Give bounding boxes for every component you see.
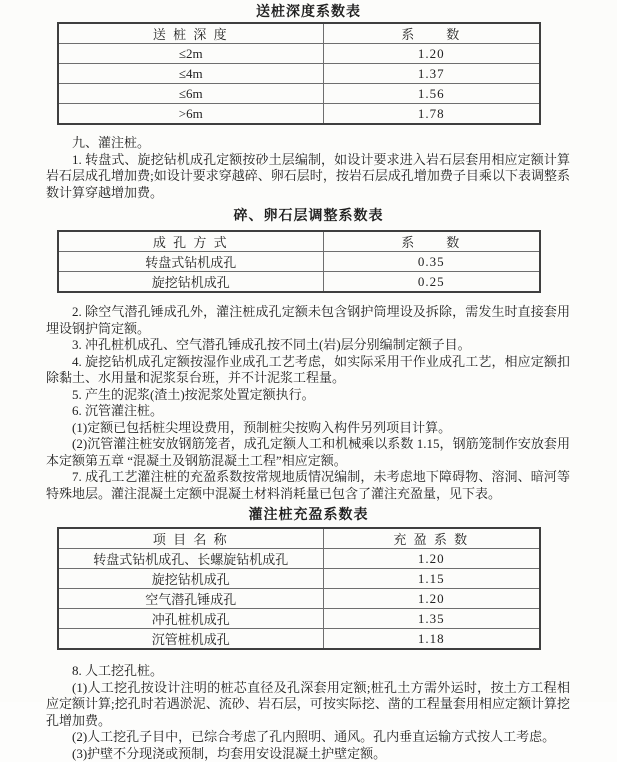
table-cell-method: 旋挖钻机成孔 <box>58 272 323 293</box>
table-cell-item-name: 转盘式钻机成孔、长螺旋钻机成孔 <box>58 549 323 569</box>
pile-depth-table <box>57 22 541 125</box>
table-cell-depth: ≤6m <box>58 84 323 104</box>
table-row <box>58 44 540 64</box>
header-cell-fill-factor: 充 盈 系 数 <box>323 528 540 549</box>
table-cell-fill-factor: 1.18 <box>323 629 540 650</box>
table-cell-coefficient: 1.37 <box>323 64 540 84</box>
table-cell-depth: >6m <box>58 104 323 125</box>
table-title-pile-depth: 送桩深度系数表 <box>0 3 617 19</box>
paragraph-item-7: 7. 成孔工艺灌注桩的充盈系数按常规地质情况编制，未考虑地下障碍物、溶洞、暗河等特殊地层。灌注混凝土定额中混凝土材料消耗量已包含了灌注充盈量，见下表。 <box>46 469 570 502</box>
table-row <box>58 272 540 293</box>
table-row <box>58 589 540 609</box>
table-header-row <box>58 23 540 44</box>
table-cell-depth: ≤2m <box>58 44 323 64</box>
table-cell-fill-factor: 1.20 <box>323 589 540 609</box>
paragraph-item-3: 3. 冲孔桩机成孔、空气潜孔锤成孔按不同土(岩)层分别编制定额子目。 <box>46 337 570 354</box>
header-cell-coefficient: 系 数 <box>323 23 540 44</box>
table-cell-coefficient: 0.35 <box>323 252 540 272</box>
table-cell-coefficient: 1.56 <box>323 84 540 104</box>
table-title-fill-factor: 灌注桩充盈系数表 <box>0 506 617 522</box>
paragraph-item-6-1: (1)定额已包括桩尖埋设费用，预制桩尖按购入构件另列项目计算。 <box>46 420 570 437</box>
table-cell-item-name: 旋挖钻机成孔 <box>58 569 323 589</box>
table-cell-fill-factor: 1.15 <box>323 569 540 589</box>
paragraph-item-6-2: (2)沉管灌注桩安放钢筋笼者，成孔定额人工和机械乘以系数 1.15，钢筋笼制作安放套用本定额第五章 “混凝土及钢筋混凝土工程”相应定额。 <box>46 436 570 469</box>
paragraph-item-8-1: (1)人工挖孔按设计注明的桩芯直径及孔深套用定额;桩孔土方需外运时，按土方工程相应定额计算;挖孔时若遇淤泥、流砂、岩石层，可按实际挖、凿的工程量套用相应定额计算挖孔增加费。 <box>46 680 570 730</box>
gravel-adjust-table <box>57 230 541 293</box>
paragraph-item-6: 6. 沉管灌注桩。 <box>46 403 570 420</box>
paragraph-item-1: 1. 转盘式、旋挖钻机成孔定额按砂土层编制，如设计要求进入岩石层套用相应定额计算岩石层成孔增加费;如设计要求穿越碎、卵石层时，按岩石层成孔增加费子目乘以下表调整系数计算穿越增加费。 <box>46 152 570 202</box>
table-row <box>58 609 540 629</box>
header-cell-coefficient: 系 数 <box>323 231 540 252</box>
section-items-2-7 <box>46 304 570 502</box>
header-cell-depth: 送 桩 深 度 <box>58 23 323 44</box>
table-cell-item-name: 沉管桩机成孔 <box>58 629 323 650</box>
paragraph-item-4: 4. 旋挖钻机成孔定额按湿作业成孔工艺考虑，如实际采用干作业成孔工艺，相应定额扣除黏土、水用量和泥浆泵台班，并不计泥浆工程量。 <box>46 354 570 387</box>
header-cell-item-name: 项 目 名 称 <box>58 528 323 549</box>
table-row <box>58 629 540 650</box>
paragraph-item-5: 5. 产生的泥浆(渣土)按泥浆处置定额执行。 <box>46 387 570 404</box>
paragraph-section-9: 九、灌注桩。 <box>46 135 570 152</box>
paragraph-item-8: 8. 人工挖孔桩。 <box>46 663 570 680</box>
table-header-row <box>58 231 540 252</box>
table-cell-fill-factor: 1.20 <box>323 549 540 569</box>
table-cell-coefficient: 1.78 <box>323 104 540 125</box>
paragraph-item-8-3: (3)护壁不分现浇或预制，均套用安设混凝土护壁定额。 <box>46 746 570 762</box>
table-row <box>58 84 540 104</box>
table-cell-item-name: 冲孔桩机成孔 <box>58 609 323 629</box>
table-header-row <box>58 528 540 549</box>
paragraph-item-2: 2. 除空气潜孔锤成孔外，灌注桩成孔定额未包含钢护筒埋设及拆除，需发生时直接套用埋设钢护筒定额。 <box>46 304 570 337</box>
section-9-intro <box>46 135 570 201</box>
table-title-gravel-adjust: 碎、卵石层调整系数表 <box>0 207 617 223</box>
table-row <box>58 569 540 589</box>
paragraph-item-8-2: (2)人工挖孔子目中，已综合考虑了孔内照明、通风。孔内垂直运输方式按人工考虑。 <box>46 729 570 746</box>
table-cell-coefficient: 1.20 <box>323 44 540 64</box>
table-row <box>58 104 540 125</box>
section-item-8 <box>46 663 570 762</box>
table-cell-coefficient: 0.25 <box>323 272 540 293</box>
table-cell-fill-factor: 1.35 <box>323 609 540 629</box>
table-cell-item-name: 空气潜孔锤成孔 <box>58 589 323 609</box>
header-cell-method: 成 孔 方 式 <box>58 231 323 252</box>
table-cell-depth: ≤4m <box>58 64 323 84</box>
table-cell-method: 转盘式钻机成孔 <box>58 252 323 272</box>
table-row <box>58 252 540 272</box>
table-row <box>58 64 540 84</box>
fill-factor-table <box>57 527 541 650</box>
table-row <box>58 549 540 569</box>
